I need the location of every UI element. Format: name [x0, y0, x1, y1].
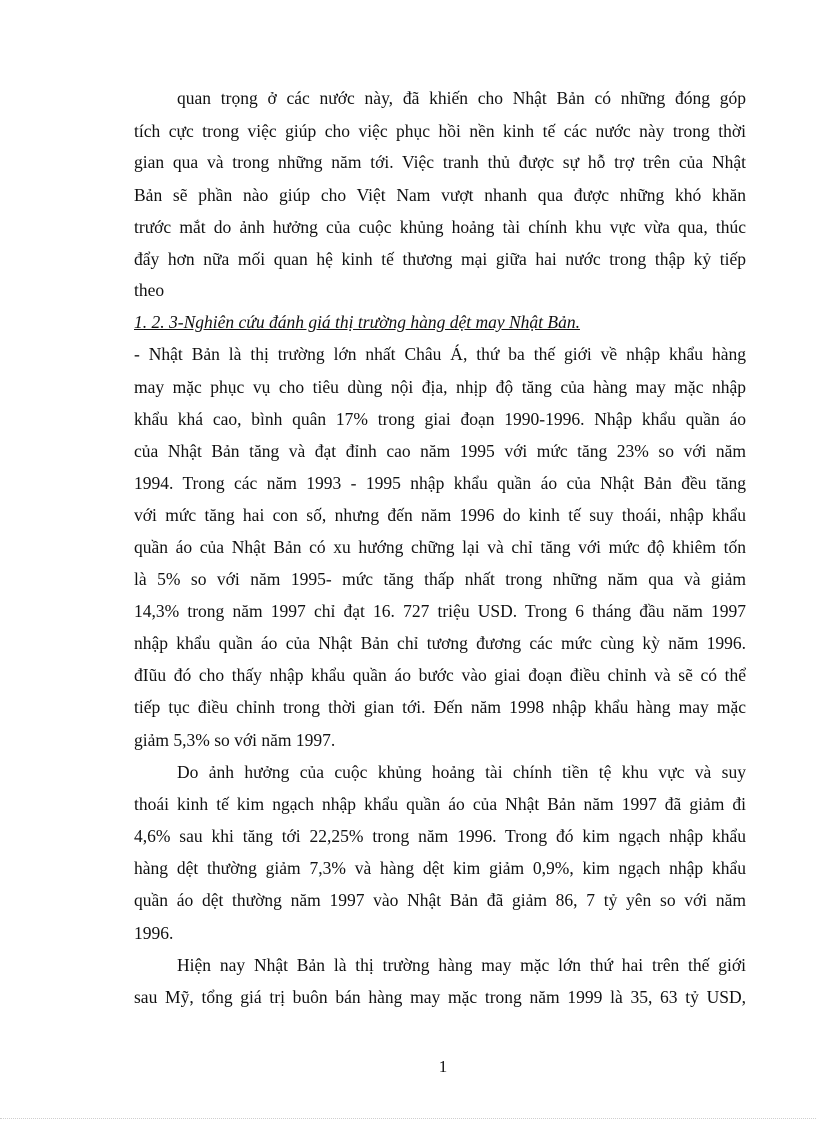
paragraph-1-line-3: gian qua và trong những năm tới. Việc tranh thủ được sự hỗ trợ trên của Nhật	[134, 152, 746, 172]
paragraph-2-line-12: tiếp tục điều chỉnh trong thời gian tới. Đến năm 1998 nhập khẩu hàng may mặc	[134, 697, 746, 717]
paragraph-2-line-3: khẩu khá cao, bình quân 17% trong giai đoạn 1990-1996. Nhập khẩu quần áo	[134, 409, 746, 429]
paragraph-2-line-8: là 5% so với năm 1995- mức tăng thấp nhất trong những năm qua và giảm	[134, 569, 746, 589]
paragraph-3-line-2: thoái kinh tế kim ngạch nhập khẩu quần áo của Nhật Bản năm 1997 đã giảm đi	[134, 794, 746, 814]
paragraph-1-line-2: tích cực trong việc giúp cho việc phục hồi nền kinh tế các nước này trong thời	[134, 121, 746, 141]
section-heading: 1. 2. 3-Nghiên cứu đánh giá thị trường hàng dệt may Nhật Bản.	[134, 312, 580, 332]
paragraph-3-line-5: quần áo dệt thường năm 1997 vào Nhật Bản đã giảm 86, 7 tỷ yên so với năm	[134, 890, 746, 910]
paragraph-2-line-1: - Nhật Bản là thị trường lớn nhất Châu Á, thứ ba thế giới về nhập khẩu hàng	[134, 344, 746, 364]
paragraph-1-line-5: trước mắt do ảnh hưởng của cuộc khủng hoảng tài chính khu vực vừa qua, thúc	[134, 217, 746, 237]
page-bottom-divider	[0, 1118, 816, 1119]
page-number: 1	[438, 1057, 448, 1076]
paragraph-1-line-6: đẩy hơn nữa mối quan hệ kinh tế thương mại giữa hai nước trong thập kỷ tiếp	[134, 249, 746, 269]
paragraph-3-line-3: 4,6% sau khi tăng tới 22,25% trong năm 1996. Trong đó kim ngạch nhập khẩu	[134, 826, 746, 846]
paragraph-3-line-1: Do ảnh hưởng của cuộc khủng hoảng tài chính tiền tệ khu vực và suy	[177, 762, 746, 782]
paragraph-1-line-1: quan trọng ở các nước này, đã khiến cho Nhật Bản có những đóng góp	[177, 88, 746, 108]
paragraph-1-line-7: theo	[134, 280, 165, 300]
paragraph-2-line-13: giảm 5,3% so với năm 1997.	[134, 730, 336, 750]
paragraph-4-line-1: Hiện nay Nhật Bản là thị trường hàng may mặc lớn thứ hai trên thế giới	[177, 955, 746, 975]
paragraph-3-line-4: hàng dệt thường giảm 7,3% và hàng dệt kim giảm 0,9%, kim ngạch nhập khẩu	[134, 858, 746, 878]
paragraph-2-line-7: quần áo của Nhật Bản có xu hướng chững lại và chỉ tăng với mức độ khiêm tốn	[134, 537, 746, 557]
paragraph-4-line-2: sau Mỹ, tổng giá trị buôn bán hàng may mặc trong năm 1999 là 35, 63 tỷ USD,	[134, 987, 746, 1007]
paragraph-2-line-4: của Nhật Bản tăng và đạt đỉnh cao năm 1995 với mức tăng 23% so với năm	[134, 441, 746, 461]
paragraph-2-line-9: 14,3% trong năm 1997 chỉ đạt 16. 727 triệu USD. Trong 6 tháng đầu năm 1997	[134, 601, 746, 621]
paragraph-2-line-5: 1994. Trong các năm 1993 - 1995 nhập khẩu quần áo của Nhật Bản đều tăng	[134, 473, 746, 493]
paragraph-2-line-11: đIũu đó cho thấy nhập khẩu quần áo bước vào giai đoạn điều chỉnh và sẽ có thể	[134, 665, 746, 685]
paragraph-1-line-4: Bản sẽ phần nào giúp cho Việt Nam vượt nhanh qua được những khó khăn	[134, 185, 746, 205]
paragraph-2-line-6: với mức tăng hai con số, nhưng đến năm 1996 do kinh tế suy thoái, nhập khẩu	[134, 505, 746, 525]
paragraph-2-line-10: nhập khẩu quần áo của Nhật Bản chỉ tương đương các mức cùng kỳ năm 1996.	[134, 633, 746, 653]
paragraph-3-line-6: 1996.	[134, 923, 174, 943]
paragraph-2-line-2: may mặc phục vụ cho tiêu dùng nội địa, nhịp độ tăng của hàng may mặc nhập	[134, 377, 746, 397]
